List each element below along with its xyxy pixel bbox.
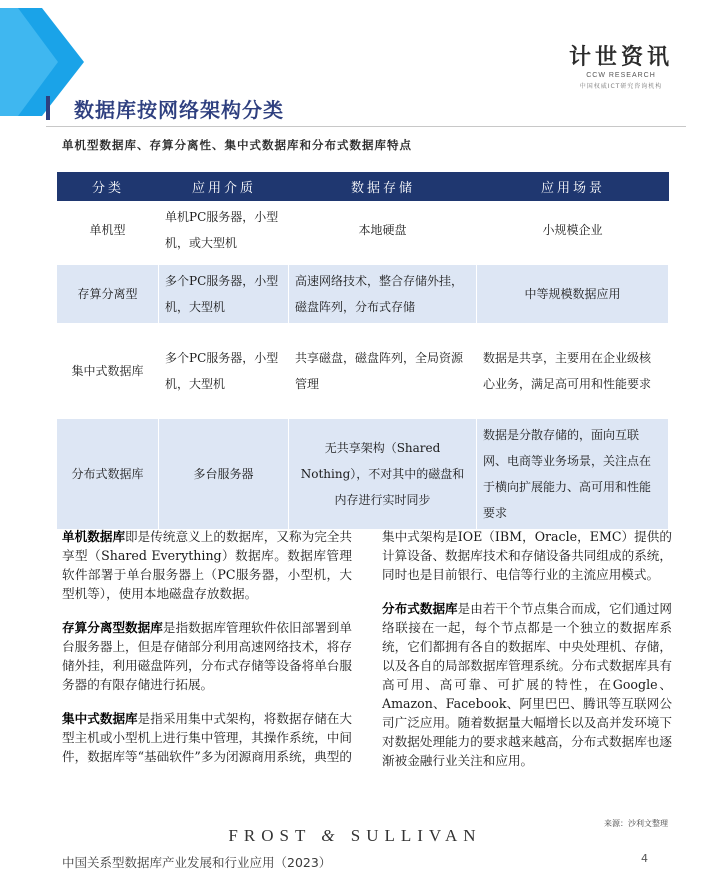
- term-distributed-db: 分布式数据库: [382, 601, 458, 616]
- brand-frost: FROST: [228, 826, 312, 845]
- table-cell: 数据是共享，主要用在企业级核心业务，满足高可用和性能要求: [477, 329, 669, 413]
- table-subtitle: 单机型数据库、存算分离性、集中式数据库和分布式数据库特点: [62, 138, 412, 152]
- text-storage-separated-db: 是指数据库管理软件依旧部署到单台服务器上，但是存储部分利用高速网络技术，将存储外挂，利用磁盘阵列，分布式存储等设备将单台服务器的有限存储进行拓展。: [62, 620, 352, 692]
- table-cell: 存算分离型: [57, 265, 159, 323]
- table-row: [57, 201, 669, 259]
- table-cell: 本地硬盘: [289, 201, 477, 259]
- page-title: 数据库按网络架构分类: [74, 98, 284, 122]
- header-category: 分类: [57, 172, 159, 201]
- table-cell: 高速网络技术，整合存储外挂，磁盘阵列，分布式存储: [289, 265, 477, 323]
- architecture-comparison-table: [57, 172, 669, 529]
- table-cell: 小规模企业: [477, 201, 669, 259]
- brand-ampersand: &: [321, 826, 341, 845]
- table-cell: 多个PC服务器，小型机，大型机: [159, 265, 289, 323]
- ccw-research-logo: [562, 40, 680, 90]
- logo-en-text: CCW RESEARCH: [586, 72, 656, 79]
- table-cell: 分布式数据库: [57, 419, 159, 529]
- table-cell: 中等规模数据应用: [477, 265, 669, 323]
- header-storage: 数据存储: [289, 172, 477, 201]
- table-row: [57, 329, 669, 413]
- table-cell: 数据是分散存储的，面向互联网、电商等业务场景，关注点在于横向扩展能力、高可用和性能要求: [477, 419, 669, 529]
- table-cell: 共享磁盘，磁盘阵列，全局资源管理: [289, 329, 477, 413]
- table-cell: 单机型: [57, 201, 159, 259]
- table-row: [57, 419, 669, 529]
- text-standalone-db: 即是传统意义上的数据库，又称为完全共享型（Shared Everything）数据库。数据库管理软件部署于单台服务器上（PC服务器，小型机，大型机等），使用本地磁盘存放数据。: [62, 529, 352, 601]
- brand-sullivan: SULLIVAN: [350, 826, 482, 845]
- body-column-right: [382, 527, 672, 785]
- table-cell: 集中式数据库: [57, 329, 159, 413]
- term-centralized-db: 集中式数据库: [62, 711, 138, 726]
- term-standalone-db: 单机数据库: [62, 529, 126, 544]
- paragraph-standalone-db: [62, 527, 352, 603]
- table-row: [57, 265, 669, 323]
- title-divider: [46, 126, 686, 127]
- table-cell: 多个PC服务器，小型机，大型机: [159, 329, 289, 413]
- table-cell: 多台服务器: [159, 419, 289, 529]
- source-note: 来源：沙利文整理: [604, 819, 668, 828]
- report-title: 中国关系型数据库产业发展和行业应用（2023）: [62, 855, 332, 870]
- header-scenario: 应用场景: [477, 172, 669, 201]
- frost-sullivan-brand: [0, 826, 710, 846]
- table-cell: 无共享架构（Shared Nothing），不对其中的磁盘和内存进行实时同步: [289, 419, 477, 529]
- table-header-row: [57, 172, 669, 201]
- paragraph-storage-separated-db: [62, 618, 352, 694]
- text-distributed-db: 是由若干个节点集合而成，它们通过网络联接在一起，每个节点都是一个独立的数据库系统，它们都拥有各自的数据库、中央处理机、存储，以及各自的局部数据库管理系统。分布式数据库具有高可用、高可靠、可扩展的特性，在Google、Amazon、Facebook、阿里巴巴、腾讯等互联网公司广泛应用。随着数据量大幅增长以及高并发环境下对数据处理能力的要求越来越高，分布式数据库也逐渐被金融行业关注和应用。: [382, 601, 672, 768]
- paragraph-distributed-db: [382, 599, 672, 770]
- body-column-left: [62, 527, 352, 781]
- logo-main-text: 计世资讯: [568, 44, 673, 70]
- header-medium: 应用介质: [159, 172, 289, 201]
- title-accent-bar: [46, 96, 50, 120]
- paragraph-centralized-db-cont: 集中式架构是IOE（IBM，Oracle，EMC）提供的计算设备、数据库技术和存储设备共同组成的系统，同时也是目前银行、电信等行业的主流应用模式。: [382, 529, 672, 582]
- paragraph-centralized-db: [62, 709, 352, 766]
- logo-sub-text: 中国权威ICT研究咨询机构: [579, 83, 663, 90]
- table-cell: 单机PC服务器，小型机，或大型机: [159, 201, 289, 259]
- text-centralized-db: 是指采用集中式架构，将数据存储在大型主机或小型机上进行集中管理，其操作系统，中间件，数据库等“基础软件”多为闭源商用系统，典型的: [62, 711, 352, 764]
- page-number: 4: [641, 852, 648, 865]
- term-storage-separated-db: 存算分离型数据库: [62, 620, 163, 635]
